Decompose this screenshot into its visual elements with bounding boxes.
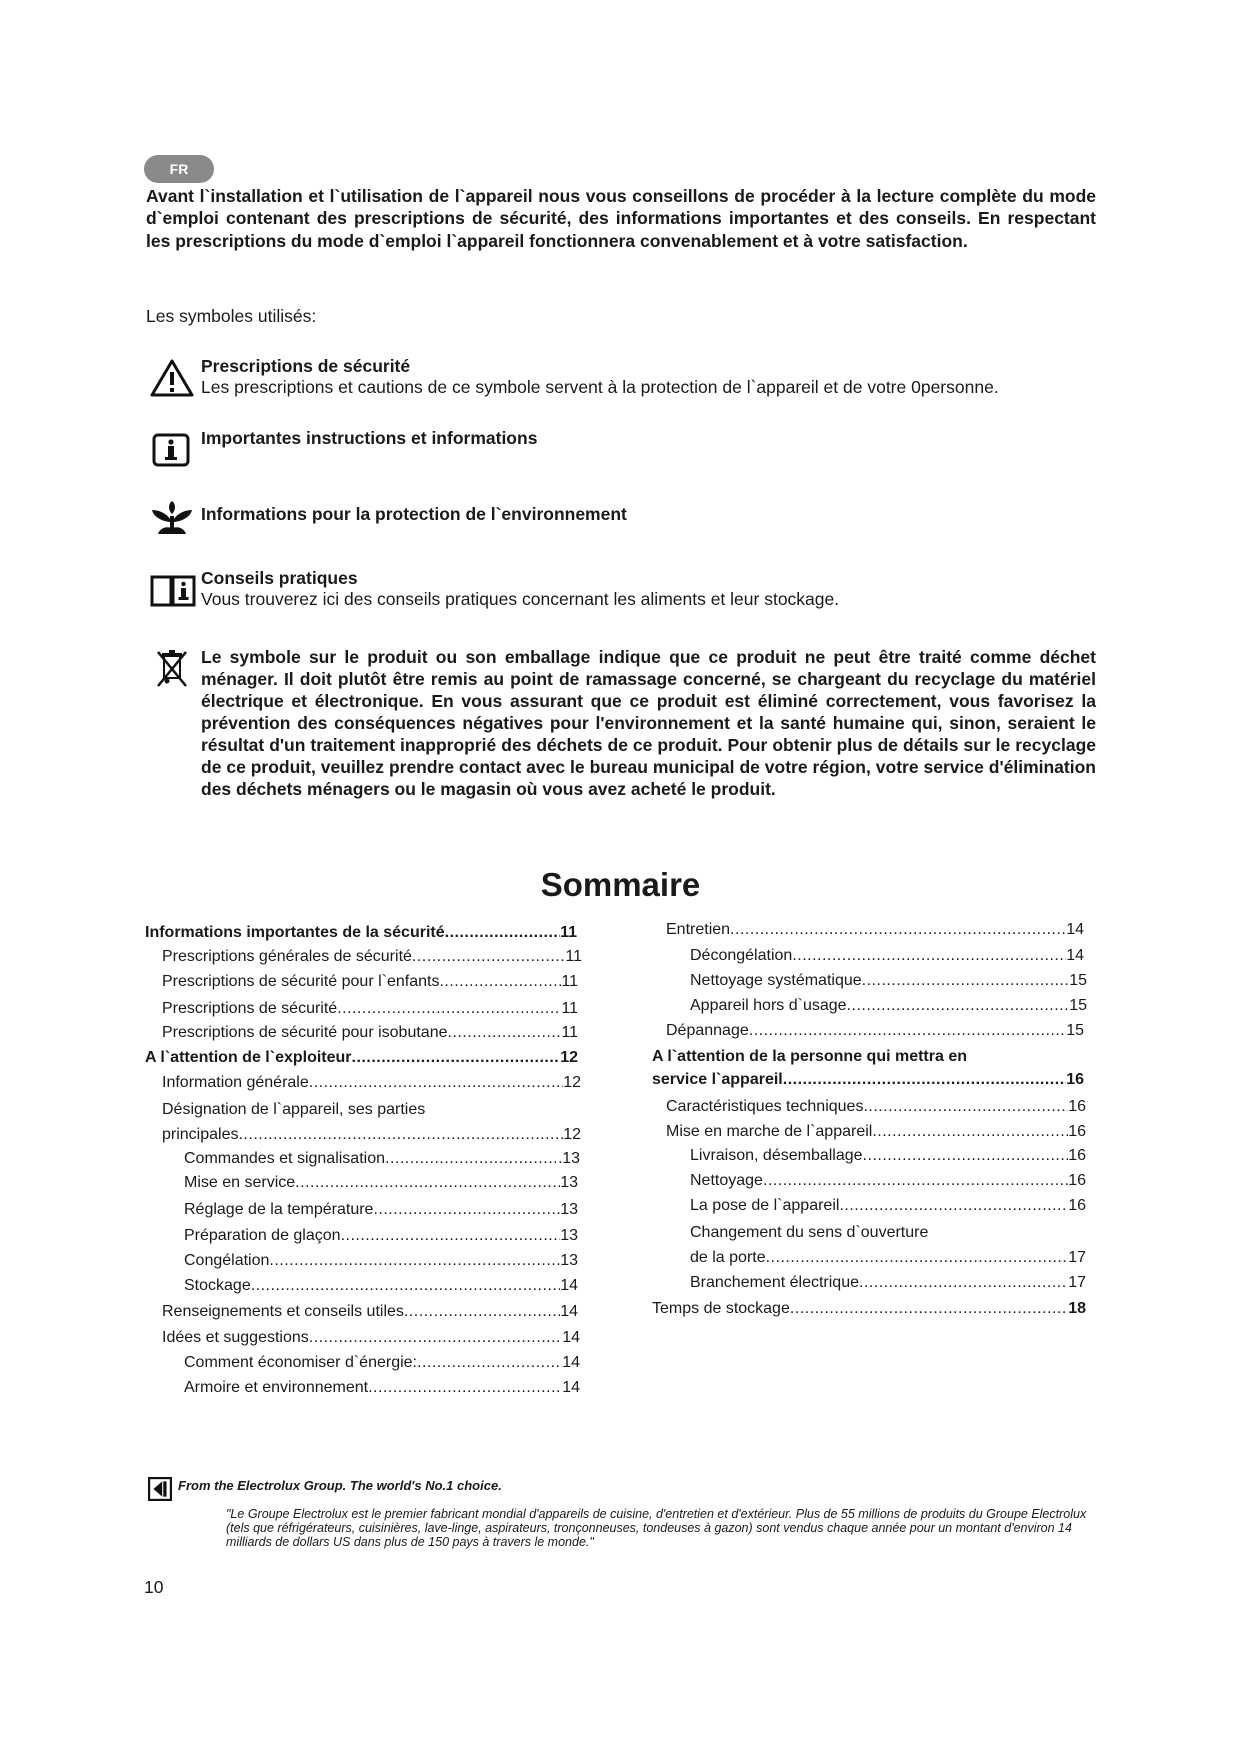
toc-entry: Décongélation ..... 14 bbox=[690, 947, 1084, 965]
toc-entry: Information générale ..... 12 bbox=[162, 1074, 581, 1092]
toc-entry: La pose de l`appareil ..... 16 bbox=[690, 1197, 1086, 1215]
toc-entry: principales ..... 12 bbox=[162, 1126, 581, 1144]
toc-entry: Mise en service ..... 13 bbox=[184, 1174, 578, 1192]
toc-entry: Temps de stockage ..... 18 bbox=[652, 1300, 1086, 1318]
electrolux-logo-icon bbox=[148, 1477, 172, 1501]
symbol-tips-title: Conseils pratiques bbox=[201, 568, 358, 588]
symbol-tips-description: Vous trouverez ici des conseils pratiques concernant les aliments et leur stockage. bbox=[201, 589, 840, 609]
language-badge: FR bbox=[144, 155, 214, 183]
toc-entry: Livraison, désemballage ..... 16 bbox=[690, 1147, 1086, 1165]
toc-entry: Appareil hors d`usage ..... 15 bbox=[690, 997, 1087, 1015]
toc-entry: Renseignements et conseils utiles ..... 14 bbox=[162, 1303, 578, 1321]
toc-entry: Réglage de la température ..... 13 bbox=[184, 1201, 578, 1219]
toc-entry: service l`appareil ..... 16 bbox=[652, 1071, 1084, 1089]
crossed-bin-icon bbox=[156, 648, 188, 688]
environment-leaf-icon bbox=[150, 500, 194, 536]
symbol-safety-description: Les prescriptions et cautions de ce symbole servent à la protection de l`appareil et de votre 0personne. bbox=[201, 377, 999, 397]
toc-entry: Nettoyage ..... 16 bbox=[690, 1172, 1086, 1190]
toc-entry: Dépannage ..... 15 bbox=[666, 1022, 1084, 1040]
toc-entry: Stockage ..... 14 bbox=[184, 1277, 578, 1295]
info-icon bbox=[152, 433, 190, 467]
page-number: 10 bbox=[144, 1577, 164, 1597]
book-info-icon bbox=[149, 574, 197, 608]
toc-entry: Idées et suggestions ..... 14 bbox=[162, 1329, 580, 1347]
toc-entry: Prescriptions de sécurité pour isobutane ..... 11 bbox=[162, 1024, 578, 1042]
toc-entry: Informations importantes de la sécurité ..... 11 bbox=[145, 924, 577, 942]
symbol-info-title: Importantes instructions et informations bbox=[201, 428, 538, 448]
toc-entry: Prescriptions de sécurité pour l`enfants ..... 11 bbox=[162, 973, 578, 991]
weee-disposal-text: Le symbole sur le produit ou son emballage indique que ce produit ne peut être traité comme déchet ménager. Il doit plutôt être remis au point de ramassage concerné, se chargeant du recyclage du matériel électrique et électronique. En vous assurant que ce produit est éliminé correctement, vous favorisez la prévention des conséquences négatives pour l'environnement et la santé humaine qui, sinon, seraient le résultat d'un traitement inapproprié des déchets de ce produit. Pour obtenir plus de détails sur le recyclage de ce produit, veuillez prendre contact avec le bureau municipal de votre région, votre service d'élimination des déchets ménagers ou le magasin où vous avez acheté le produit. bbox=[201, 647, 1096, 799]
toc-entry: Préparation de glaçon ..... 13 bbox=[184, 1227, 578, 1245]
footer-quote: "Le Groupe Electrolux est le premier fabricant mondial d'appareils de cuisine, d'entretien et d'extérieur. Plus de 55 millions de produits du Groupe Electrolux (tels que réfrigérateurs, cuisinières, lave-linge, aspirateurs, tronçonneuses, tondeuses à gazon) sont vendus chaque année pour un montant d'environ 14 milliards de dollars US dans plus de 150 pays à travers le monde." bbox=[226, 1507, 1087, 1549]
warning-triangle-icon bbox=[150, 358, 194, 398]
toc-entry: Caractéristiques techniques ..... 16 bbox=[666, 1098, 1086, 1116]
toc-entry: Prescriptions générales de sécurité ..... 11 bbox=[162, 948, 582, 966]
toc-entry: de la porte ..... 17 bbox=[690, 1249, 1086, 1267]
toc-entry: Comment économiser d`énergie: ..... 14 bbox=[184, 1354, 580, 1372]
symbol-safety-title: Prescriptions de sécurité bbox=[201, 356, 411, 376]
toc-entry: Congélation ..... 13 bbox=[184, 1252, 578, 1270]
symbol-tips bbox=[201, 568, 1096, 610]
toc-entry: Changement du sens d`ouverture bbox=[690, 1224, 929, 1241]
toc-entry: Mise en marche de l`appareil ..... 16 bbox=[666, 1123, 1086, 1141]
toc-title: Sommaire bbox=[540, 866, 701, 903]
symbol-safety bbox=[201, 356, 1096, 398]
toc-entry: A l`attention de la personne qui mettra en bbox=[652, 1048, 967, 1065]
toc-entry: Désignation de l`appareil, ses parties bbox=[162, 1101, 426, 1118]
footer-tagline: From the Electrolux Group. The world's No.1 choice. bbox=[178, 1478, 502, 1493]
symbol-info bbox=[201, 428, 1096, 449]
toc-entry: Commandes et signalisation ..... 13 bbox=[184, 1150, 580, 1168]
toc-entry: Branchement électrique ..... 17 bbox=[690, 1274, 1086, 1292]
symbol-environment bbox=[201, 504, 1096, 525]
toc-entry: Entretien ..... 14 bbox=[666, 921, 1084, 939]
toc-entry: Armoire et environnement ..... 14 bbox=[184, 1379, 580, 1397]
intro-paragraph: Avant l`installation et l`utilisation de l`appareil nous vous conseillons de procéder à la lecture complète du mode d`emploi contenant des prescriptions de sécurité, des informations importantes et des conseils. En respectant les prescriptions du mode d`emploi l`appareil fonctionnera convenablement et à votre satisfaction. bbox=[146, 186, 1096, 251]
toc-entry: Prescriptions de sécurité ..... 11 bbox=[162, 1000, 578, 1018]
toc-entry: A l`attention de l`exploiteur ..... 12 bbox=[145, 1049, 578, 1067]
toc-entry: Nettoyage systématique ..... 15 bbox=[690, 972, 1087, 990]
symbol-environment-title: Informations pour la protection de l`environnement bbox=[201, 504, 627, 524]
symbols-heading: Les symboles utilisés: bbox=[146, 306, 317, 326]
